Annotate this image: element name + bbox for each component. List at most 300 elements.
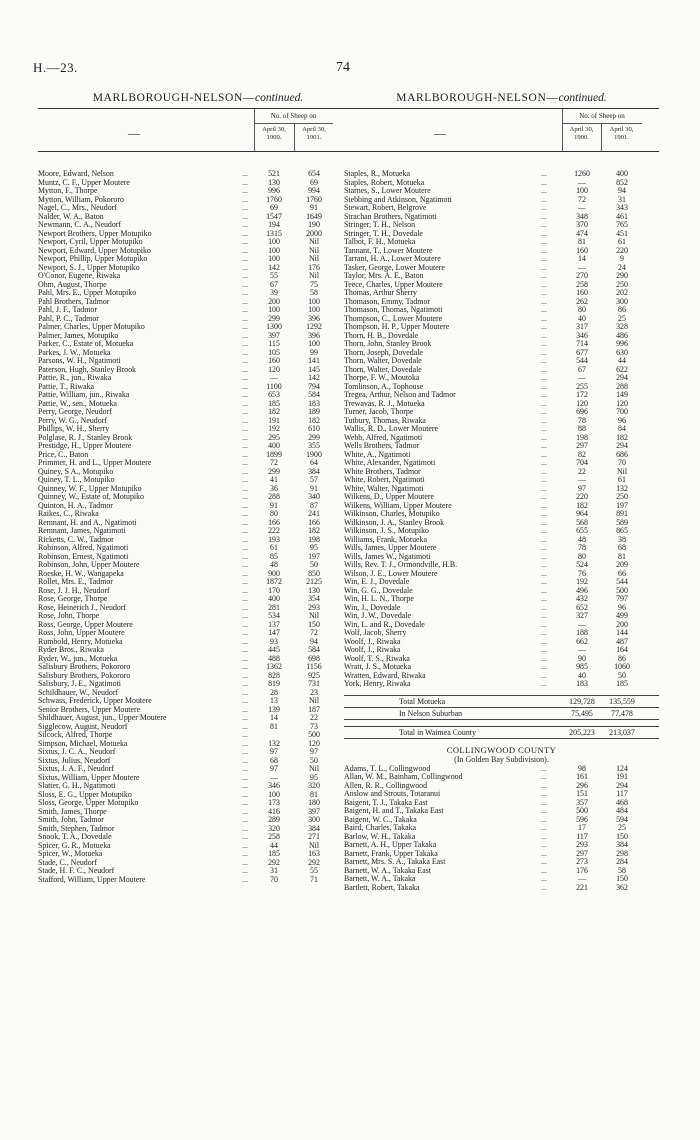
sheep-1900: 120 [576, 398, 588, 408]
owner-name: Wilson, J. E., Lower Moutere [344, 568, 438, 578]
sheep-1900: — [578, 203, 586, 212]
leader-dots: ... [541, 814, 547, 824]
owner-name: Stade, C., Neudorf [38, 857, 97, 867]
total-1900: 129,728 [569, 696, 595, 706]
owner-name: Slatter, G. H., Ngatimoti [38, 781, 116, 790]
leader-dots: ... [242, 866, 248, 875]
sheep-1901: Nil [308, 764, 320, 773]
sheep-1900: 80 [270, 509, 278, 518]
leader-dots: ... [541, 398, 547, 408]
leader-dots: ... [242, 577, 248, 586]
sheep-1900: 166 [268, 517, 280, 527]
sheep-1900: 288 [268, 492, 280, 501]
grand-total-label: Total in Waimea County [399, 727, 476, 737]
owner-name: Smith, Stephen, Tadmor [38, 823, 115, 833]
sheep-1900: 964 [576, 509, 588, 518]
sheep-1900: 677 [576, 347, 588, 357]
leader-dots: ... [242, 662, 248, 671]
sheep-1900: 41 [270, 475, 278, 484]
leader-dots: ... [242, 483, 248, 493]
sheep-1900: 653 [268, 390, 280, 399]
sheep-1901: 198 [308, 534, 320, 544]
sheep-1901: 187 [308, 704, 320, 714]
leader-dots: ... [541, 313, 547, 323]
owner-name: Stafford, William, Upper Moutere [38, 874, 146, 884]
owner-name: Tregea, Arthur, Nelson and Tadmor [344, 390, 456, 399]
owner-name: Sloss, E. G., Upper Motupiko [38, 789, 132, 799]
sheep-1900: 198 [576, 432, 588, 442]
sheep-1900: 142 [268, 262, 280, 272]
leader-dots: ... [541, 475, 547, 484]
sheep-1900: 900 [268, 568, 280, 578]
leader-dots: ... [242, 619, 248, 629]
subsection-subtitle: (In Golden Bay Subdivision). [454, 754, 549, 764]
sheep-1901: 209 [616, 560, 628, 569]
sheep-1901: 180 [308, 798, 320, 807]
sheep-1901: 96 [618, 602, 626, 612]
owner-name: Quiney, S A., Motupiko [38, 466, 114, 476]
sheep-1900: 97 [270, 764, 278, 773]
owner-name: Talbot, F. H., Motueka [344, 237, 416, 246]
sheep-1901: 292 [308, 857, 320, 867]
leader-dots: ... [242, 211, 248, 221]
sheep-1901: 86 [618, 305, 626, 314]
total-label: Total Motueka [399, 696, 446, 706]
leader-dots: ... [541, 543, 547, 552]
sheep-1901: 124 [616, 763, 628, 773]
sheep-1900: 91 [270, 500, 278, 510]
sheep-1900: 327 [576, 611, 588, 620]
leader-dots: ... [242, 849, 248, 858]
sheep-1900: 696 [576, 407, 588, 416]
leader-dots: ... [541, 483, 547, 493]
owner-name: Parkes, J. W., Motueka [38, 347, 111, 357]
sheep-1900: 293 [576, 840, 588, 849]
owner-name: Wilkinson, Charles, Motupiko [344, 509, 440, 518]
sheep-1900: — [578, 177, 586, 187]
sheep-1901: 1292 [306, 322, 322, 331]
right-column [344, 92, 659, 892]
owner-name: Perry, W. G., Neudorf [38, 415, 107, 425]
sheep-1901: 25 [618, 313, 626, 323]
leader-dots: ... [541, 534, 547, 544]
leader-dots: ... [541, 645, 547, 654]
header-year-1901: April 30, 1901. [302, 126, 326, 141]
sheep-1900: 500 [576, 806, 588, 815]
owner-name: Wells Brothers, Tadmor [344, 441, 420, 450]
sheep-1900: 160 [576, 245, 588, 255]
sheep-1901: 95 [310, 543, 318, 552]
sheep-1901: 86 [618, 653, 626, 663]
sheep-1901: 355 [308, 441, 320, 450]
leader-dots: ... [242, 636, 248, 646]
header-year-1901: April 30, 1901. [609, 126, 634, 141]
sheep-1901: 100 [308, 339, 320, 348]
leader-dots: ... [242, 254, 248, 263]
sheep-1900: 1899 [266, 449, 282, 459]
leader-dots: ... [541, 262, 547, 272]
owner-name: Stebbing and Atkinson, Ngatimoti [344, 194, 452, 204]
sheep-1900: 357 [576, 797, 588, 807]
leader-dots: ... [541, 220, 547, 229]
header-group: No. of Sheep on [562, 112, 642, 124]
leader-dots: ... [242, 815, 248, 824]
owner-name: Adams, T. L., Collingwood [344, 763, 431, 773]
header-name-label: — [434, 126, 446, 140]
sheep-1900: 100 [268, 237, 280, 246]
owner-name: Ryder Bros., Riwaka [38, 645, 104, 654]
sheep-1900: 255 [576, 381, 588, 391]
leader-dots: ... [541, 577, 547, 586]
sheep-1900: — [578, 373, 586, 382]
sheep-1901: 70 [618, 458, 626, 467]
owner-name: Tarrant, H. A., Lower Moutere [344, 254, 441, 263]
owner-name: Wills, Rev. T. J., Ormondville, H.B. [344, 560, 458, 569]
owner-name: Pahl Brothers, Tadmor [38, 296, 110, 306]
sheep-1900: — [578, 874, 586, 883]
owner-name: Schildhauer, W., Neudorf [38, 687, 119, 697]
sheep-1900: 985 [576, 662, 588, 671]
owner-name: Pattie, R., jun., Riwaka [38, 373, 112, 382]
owner-name: Phillips, W. H., Sherry [38, 424, 110, 433]
sheep-1900: 88 [578, 424, 586, 433]
sheep-1901: 68 [618, 543, 626, 552]
owner-name: Ricketts, C. W., Tadmor [38, 534, 114, 544]
leader-dots: ... [242, 194, 248, 204]
leader-dots: ... [242, 772, 248, 782]
leader-dots: ... [541, 831, 547, 841]
header-group: No. of Sheep on [254, 112, 333, 124]
sheep-1901: 468 [616, 797, 628, 807]
owner-name: Silcock, Alfred, Thorpe [38, 730, 113, 739]
leader-dots: ... [242, 568, 248, 578]
owner-name: Woolf, J., Riwaka [344, 636, 401, 646]
sheep-1900: 61 [270, 543, 278, 552]
page-number: 74 [336, 60, 350, 75]
sheep-1901: 241 [308, 509, 320, 518]
sheep-1900: 70 [270, 874, 278, 884]
sheep-1900: 1100 [266, 381, 282, 391]
owner-name: Woolf, T. S., Riwaka [344, 653, 410, 663]
leader-dots: ... [541, 432, 547, 442]
owner-name: Pahl, Mrs. E., Upper Motupiko [38, 288, 137, 297]
owner-name: Ohm, August, Thorpe [38, 279, 107, 289]
leader-dots: ... [242, 764, 248, 773]
sheep-1901: 57 [310, 475, 318, 484]
sheep-1901: 100 [308, 296, 320, 306]
sheep-1900: 173 [268, 798, 280, 807]
sheep-1900: 445 [268, 645, 280, 654]
table-header [38, 108, 358, 152]
owner-name: Wilkens, William, Upper Moutere [344, 500, 452, 510]
sheep-1901: 25 [618, 823, 626, 832]
leader-dots: ... [242, 347, 248, 357]
sheep-1901: 630 [616, 347, 628, 357]
sheep-1901: 145 [308, 364, 320, 374]
leader-dots: ... [242, 228, 248, 238]
sheep-1901: 24 [618, 262, 626, 272]
owner-name: Quinney, W., Estate of, Motupiko [38, 492, 145, 501]
owner-name: Parsons, W. H., Ngatimoti [38, 356, 121, 365]
header-name-label: — [128, 126, 140, 140]
sheep-1900: 996 [268, 186, 280, 195]
leader-dots: ... [541, 347, 547, 357]
owner-name: Ryder, W., jun., Motueka [38, 653, 118, 663]
leader-dots: ... [541, 407, 547, 416]
sheep-1901: 97 [310, 747, 318, 756]
owner-name: Taylor, Mrs. A. E., Baton [344, 271, 424, 280]
sheep-1901: 340 [308, 492, 320, 501]
owner-name: York, Henry, Riwaka [344, 679, 411, 688]
owner-name: White, Alexander, Ngatimoti [344, 458, 436, 467]
sheep-1901: 120 [308, 738, 320, 748]
sheep-1901: 852 [616, 177, 628, 187]
leader-dots: ... [242, 203, 248, 212]
sheep-1901: 61 [618, 475, 626, 484]
sheep-1901: 250 [616, 492, 628, 501]
sheep-1900: 220 [576, 492, 588, 501]
sheep-1900: 289 [268, 815, 280, 824]
sheep-1901: 484 [616, 806, 628, 815]
leader-dots: ... [541, 653, 547, 663]
sheep-1901: 300 [308, 815, 320, 824]
sheep-1900: 81 [578, 237, 586, 246]
sheep-1900: 137 [268, 619, 280, 629]
sheep-1900: 496 [576, 585, 588, 595]
sheep-1901: 354 [308, 594, 320, 603]
sheep-1901: Nil [308, 840, 320, 850]
owner-name: Rose, J. J. H., Neudorf [38, 585, 110, 595]
sheep-1900: 90 [578, 653, 586, 663]
section-heading: MARLBOROUGH-NELSON—continued. [396, 92, 607, 104]
leader-dots: ... [541, 203, 547, 212]
leader-dots: ... [242, 594, 248, 603]
owner-name: Simpson, Michael, Motueka [38, 738, 128, 748]
owner-name: Thomas, Arthur Sherry [344, 288, 417, 297]
sheep-1900: 596 [576, 814, 588, 824]
sheep-1901: 87 [310, 500, 318, 510]
sheep-1900: 31 [270, 866, 278, 875]
leader-dots: ... [242, 781, 248, 790]
header-year-1900: April 30, 1900. [262, 126, 286, 141]
owner-name: Wolf, Jacob, Sherry [344, 628, 407, 637]
owner-name: Anslow and Strouts, Totaranui [344, 789, 441, 798]
sheep-1900: 828 [268, 670, 280, 680]
sheep-1900: — [578, 262, 586, 272]
sheep-1900: 40 [578, 670, 586, 680]
leader-dots: ... [242, 755, 248, 765]
leader-dots: ... [541, 585, 547, 595]
sheep-1900: 28 [270, 687, 278, 697]
sheep-1900: 1362 [266, 662, 282, 671]
sheep-1900: 370 [576, 220, 588, 229]
owner-name: Staples, Robert, Motueka [344, 177, 425, 187]
owner-name: Wallis, R. D., Lower Moutere [344, 424, 439, 433]
leader-dots: ... [541, 797, 547, 807]
sheep-1901: Nil [616, 466, 628, 476]
leader-dots: ... [541, 254, 547, 263]
sheep-1901: 320 [308, 781, 320, 790]
sheep-1900: 182 [268, 407, 280, 416]
sheep-1900: 93 [270, 636, 278, 646]
leader-dots: ... [242, 560, 248, 569]
leader-dots: ... [541, 356, 547, 365]
leader-dots: ... [541, 619, 547, 629]
sheep-1900: — [578, 619, 586, 629]
sheep-1901: 191 [616, 772, 628, 781]
owner-name: Wills, James W., Ngatimoti [344, 551, 431, 561]
owner-name: White Brothers, Tadmor [344, 466, 421, 476]
sheep-1901: 95 [310, 772, 318, 782]
sheep-1900: 222 [268, 526, 280, 535]
leader-dots: ... [541, 186, 547, 195]
owner-name: Thorn, John, Stanley Brook [344, 339, 432, 348]
sheep-1900: — [578, 645, 586, 654]
totals-block [344, 695, 659, 720]
owner-name: Mytton, F., Thorpe [38, 186, 98, 195]
sheep-1900: 295 [268, 432, 280, 442]
sheep-1901: 150 [616, 831, 628, 841]
sheep-1900: 348 [576, 211, 588, 221]
leader-dots: ... [541, 492, 547, 501]
leader-dots: ... [541, 848, 547, 858]
sheep-1900: 299 [268, 466, 280, 476]
sheep-1901: 2000 [306, 228, 322, 238]
sheep-1900: 297 [576, 848, 588, 858]
leader-dots: ... [541, 415, 547, 425]
owner-name: Bartlett, Robert, Takaka [344, 882, 420, 892]
sheep-1900: 655 [576, 526, 588, 535]
leader-dots: ... [541, 602, 547, 612]
leader-dots: ... [242, 415, 248, 425]
leader-dots: ... [242, 517, 248, 527]
sheep-1900: 44 [270, 840, 278, 850]
sheep-1901: 797 [616, 594, 628, 603]
table-row [38, 876, 358, 885]
owner-name: Rollet, Mrs. E., Tadmor [38, 577, 113, 586]
owner-name: Thomason, Thomas, Ngatimoti [344, 305, 443, 314]
leader-dots: ... [541, 857, 547, 866]
owner-name: Salisbury, J. E., Ngatimoti [38, 679, 121, 688]
sheep-1901: 150 [616, 874, 628, 883]
owner-name: Smith, John, Tadmor [38, 815, 104, 824]
leader-dots: ... [541, 628, 547, 637]
owner-name: Win, L. and R., Dovedale [344, 619, 425, 629]
sheep-1900: 39 [270, 288, 278, 297]
owner-name: Tasker, George, Lower Moutere [344, 262, 445, 272]
sheep-1900: 188 [576, 628, 588, 637]
leader-dots: ... [541, 772, 547, 781]
leader-dots: ... [541, 874, 547, 883]
owner-name: Stewart, Robert, Belgrove [344, 203, 427, 212]
page-header [0, 60, 700, 80]
owner-name: Newmann, C. A., Neudorf [38, 220, 122, 229]
owner-name: Barnett, A. H., Upper Takaka [344, 840, 437, 849]
leader-dots: ... [541, 636, 547, 646]
leader-dots: ... [541, 245, 547, 255]
owner-name: Win, H. L. N., Thorpe [344, 594, 414, 603]
sheep-1900: 100 [268, 245, 280, 255]
sheep-1900: 1260 [574, 169, 590, 178]
sheep-1900: 72 [578, 194, 586, 204]
leader-dots: ... [541, 823, 547, 832]
sheep-1901: 850 [308, 568, 320, 578]
leader-dots: ... [541, 296, 547, 306]
collingwood-rows [344, 765, 659, 893]
sheep-1900: 69 [270, 203, 278, 212]
sheep-1900: 1315 [266, 228, 282, 238]
sheep-1901: 1649 [306, 211, 322, 221]
sheep-1901: 75 [310, 279, 318, 289]
owner-name: Newport, Cyril, Upper Motupiko [38, 237, 143, 246]
owner-name: Price, C., Baton [38, 449, 89, 459]
owner-name: Snook, T. A., Dovedale [38, 832, 112, 841]
sheep-1901: 288 [616, 381, 628, 391]
grand-total-row [344, 726, 659, 739]
sheep-1900: 14 [270, 713, 278, 722]
owner-name: Barnett, Mrs. S. A., Takaka East [344, 857, 446, 866]
leader-dots: ... [242, 721, 248, 731]
sheep-1901: 142 [308, 373, 320, 382]
owner-name: Baigent, T. J., Takaka East [344, 797, 428, 807]
owner-name: Parker, C., Estate of, Motueka [38, 339, 134, 348]
sheep-1901: 2125 [306, 577, 322, 586]
leader-dots: ... [541, 279, 547, 289]
sheep-1900: 1872 [266, 577, 282, 586]
sheep-1901: 500 [616, 585, 628, 595]
sheep-1900: 151 [576, 789, 588, 798]
leader-dots: ... [541, 526, 547, 535]
sheep-1901: 189 [308, 407, 320, 416]
leader-dots: ... [242, 356, 248, 365]
owner-name: Thorpe, F. W., Moutoka [344, 373, 420, 382]
leader-dots: ... [541, 466, 547, 476]
owner-name: Thorn, Walter, Dovedale [344, 356, 422, 365]
sheep-1900: 258 [576, 279, 588, 289]
sheep-1900: 130 [268, 177, 280, 187]
leader-dots: ... [541, 780, 547, 790]
owner-name: Newport Brothers, Upper Motupiko [38, 228, 152, 238]
owner-name: Palmer, Charles, Upper Motupiko [38, 322, 145, 331]
leader-dots: ... [242, 398, 248, 408]
sheep-1900: 14 [578, 254, 586, 263]
sheep-1901: 298 [616, 848, 628, 858]
sheep-1901: 50 [618, 670, 626, 680]
leader-dots: ... [541, 882, 547, 892]
sheep-1900: 161 [576, 772, 588, 781]
sheep-1901: 794 [308, 381, 320, 391]
leader-dots: ... [541, 305, 547, 314]
sheep-1900: 662 [576, 636, 588, 646]
sheep-1901: 284 [616, 857, 628, 866]
left-column [38, 92, 358, 884]
owner-name: White, Walter, Ngatimoti [344, 483, 424, 493]
leader-dots: ... [242, 364, 248, 374]
sheep-1901: 293 [308, 602, 320, 612]
sheep-1900: 78 [578, 415, 586, 425]
leader-dots: ... [541, 211, 547, 221]
owner-name: Sixtus, J. C. A., Neudorf [38, 747, 116, 756]
sheep-1901: 271 [308, 832, 320, 841]
sheep-1901: 183 [308, 398, 320, 408]
leader-dots: ... [541, 806, 547, 815]
sheep-1900: 192 [268, 424, 280, 433]
leader-dots: ... [242, 509, 248, 518]
owner-name: Win, E. J., Dovedale [344, 577, 410, 586]
sheep-1900: 13 [270, 696, 278, 705]
sheep-1900: 320 [268, 823, 280, 833]
owner-name: Pattie, T., Riwaka [38, 381, 95, 391]
